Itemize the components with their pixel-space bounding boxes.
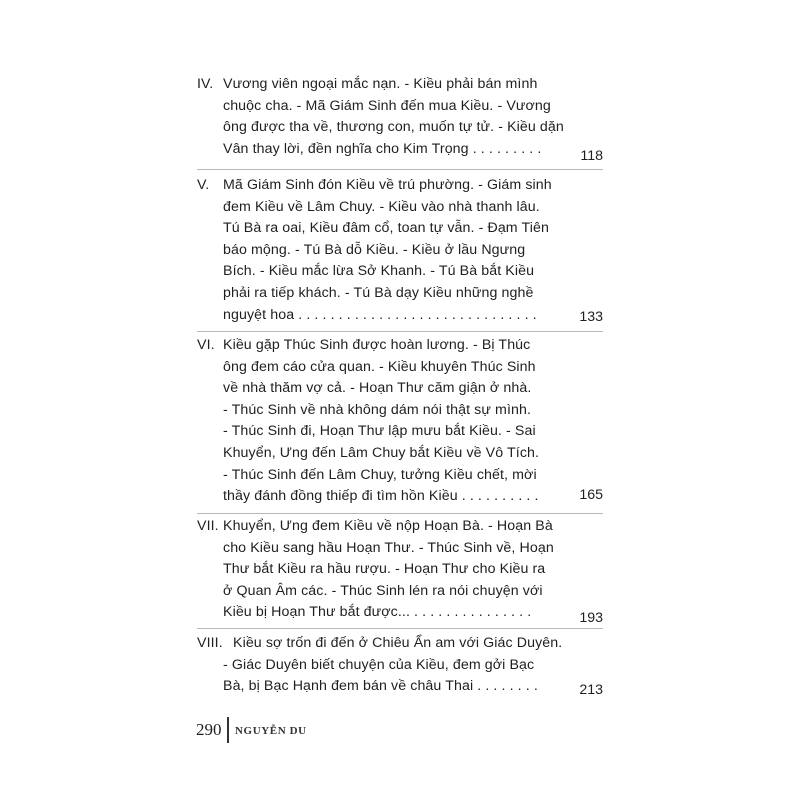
entry-line: - Thúc Sinh đi, Hoạn Thư lập mưu bắt Kiều. - Sai bbox=[223, 423, 536, 440]
entry-text bbox=[197, 335, 603, 508]
entry-page-number: 133 bbox=[579, 309, 603, 325]
entry-line: Tú Bà ra oai, Kiều đâm cổ, toan tự vẫn. - Đạm Tiên bbox=[223, 220, 549, 237]
entry-line: nguyệt hoa . . . . . . . . . . . . . . . . . . . . . . . . . . . . . . bbox=[223, 306, 537, 323]
entry-line: thầy đánh đồng thiếp đi tìm hồn Kiều . . . . . . . . . . bbox=[223, 488, 539, 505]
entry-line: Khuyển, Ưng đem Kiều về nộp Hoạn Bà. - Hoạn Bà bbox=[223, 518, 553, 534]
entry-line: - Thúc Sinh đến Lâm Chuy, tưởng Kiều chết, mời bbox=[223, 466, 537, 483]
entry-page-number: 213 bbox=[579, 682, 603, 698]
entry-line: về nhà thăm vợ cả. - Hoạn Thư căm giận ở nhà. bbox=[223, 380, 532, 397]
toc-entry-vi bbox=[197, 335, 603, 509]
entry-line: cho Kiều sang hầu Hoạn Thư. - Thúc Sinh về, Hoạn bbox=[223, 539, 554, 556]
running-footer-author: NGUYỄN DU bbox=[235, 725, 307, 737]
entry-divider bbox=[197, 331, 603, 332]
entry-line: - Giác Duyên biết chuyện của Kiều, đem gởi Bạc bbox=[223, 656, 535, 673]
entry-line: Bà, bị Bạc Hạnh đem bán về châu Thai . . . . . . . . bbox=[223, 678, 538, 695]
entry-text bbox=[197, 175, 603, 326]
folio-page-number: 290 bbox=[196, 720, 222, 739]
entry-number: VI. bbox=[197, 337, 215, 353]
entry-line: Vương viên ngoại mắc nạn. - Kiều phải bán mình bbox=[223, 76, 538, 92]
entry-line: ông đem cáo cửa quan. - Kiều khuyên Thúc Sinh bbox=[223, 358, 536, 375]
entry-line: Khuyển, Ưng đến Lâm Chuy bắt Kiều về Vô Tích. bbox=[223, 444, 540, 461]
entry-line: Mã Giám Sinh đón Kiều về trú phường. - Giám sinh bbox=[223, 177, 552, 193]
entry-line: Thư bắt Kiều ra hầu rượu. - Hoạn Thư cho Kiều ra bbox=[223, 561, 546, 578]
entry-line: Kiều gặp Thúc Sinh được hoàn lương. - Bị Thúc bbox=[223, 337, 531, 353]
entry-number: VIII. bbox=[197, 635, 223, 651]
toc-entry-iv bbox=[197, 74, 603, 166]
entry-number: IV. bbox=[197, 76, 214, 92]
footer-divider bbox=[227, 717, 229, 743]
entry-divider bbox=[197, 169, 603, 170]
toc-entry-v bbox=[197, 175, 603, 327]
entry-line: đem Kiều về Lâm Chuy. - Kiều vào nhà thanh lâu. bbox=[223, 198, 540, 215]
entry-line: báo mộng. - Tú Bà dỗ Kiều. - Kiều ở lầu Ngưng bbox=[223, 241, 526, 258]
entry-line: Vân thay lời, đền nghĩa cho Kim Trọng . . . . . . . . . bbox=[223, 140, 542, 157]
entry-number: V. bbox=[197, 177, 210, 193]
entry-page-number: 193 bbox=[579, 610, 603, 626]
entry-line: - Thúc Sinh về nhà không dám nói thật sự mình. bbox=[223, 401, 532, 418]
entry-line: phải ra tiếp khách. - Tú Bà dạy Kiều những nghề bbox=[223, 284, 534, 301]
entry-page-number: 118 bbox=[580, 148, 603, 164]
entry-divider bbox=[197, 628, 603, 629]
entry-divider bbox=[197, 513, 603, 514]
entry-line: ông được tha về, thương con, muốn tự tử. - Kiều dặn bbox=[223, 119, 564, 136]
entry-line: ở Quan Âm các. - Thúc Sinh lén ra nói chuyện với bbox=[223, 582, 543, 599]
entry-line: chuộc cha. - Mã Giám Sinh đến mua Kiều. - Vương bbox=[223, 97, 551, 114]
entry-line: Bích. - Kiều mắc lừa Sở Khanh. - Tú Bà bắt Kiều bbox=[223, 263, 535, 280]
toc-entry-viii bbox=[197, 633, 603, 703]
entry-line: Kiều sợ trốn đi đến ở Chiêu Ẩn am với Giác Duyên. bbox=[233, 635, 563, 651]
entry-line: Kiều bị Hoạn Thư bắt được... . . . . . . . . . . . . . . . bbox=[223, 604, 532, 621]
entry-number: VII. bbox=[197, 518, 219, 534]
toc-entry-vii bbox=[197, 516, 603, 630]
entry-page-number: 165 bbox=[579, 487, 603, 503]
